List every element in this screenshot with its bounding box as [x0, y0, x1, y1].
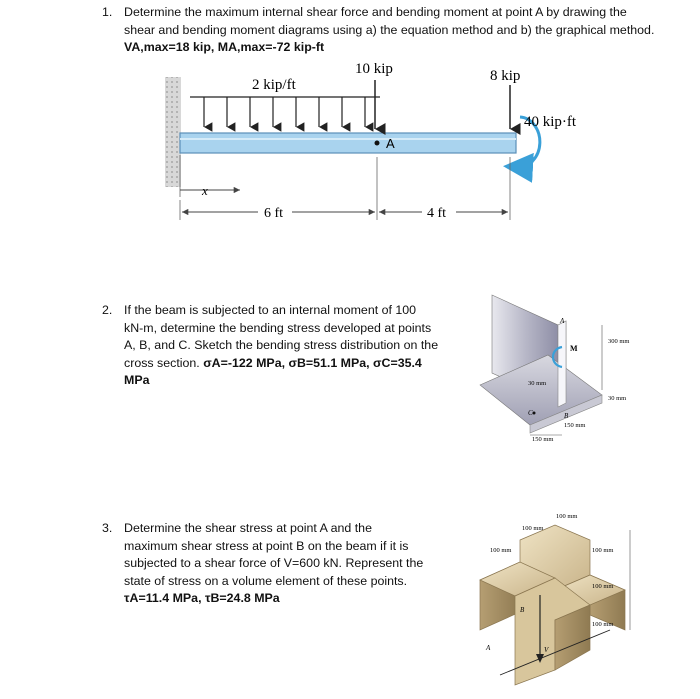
dim-right2-100mm: 100 mm — [592, 583, 614, 590]
problem1-line2: shear and bending moment diagrams using a) the equation method and b) the graphical method. — [124, 22, 655, 37]
dim-left-100mm: 100 mm — [490, 547, 512, 554]
problem3-answer: τA=11.4 MPa, τB=24.8 MPa — [124, 591, 280, 605]
problem1-number: 1. — [102, 5, 113, 19]
t-beam-point-a: A — [560, 317, 565, 325]
problem2-line3: A, B, and C. Sketch the bending stress distribution on the — [124, 338, 439, 352]
beam-figure — [160, 55, 580, 235]
point-load-10kip-label: 10 kip — [355, 61, 393, 77]
problem1-answer: VA,max=18 kip, MA,max=-72 kip-ft — [124, 40, 325, 54]
t-beam-point-b: B — [564, 412, 569, 420]
problem3-text — [102, 520, 440, 608]
problem3-line3: subjected to a shear force of V=600 kN. Represent the — [124, 556, 424, 570]
dimension-6ft-label: 6 ft — [264, 206, 284, 221]
dim-300mm: 300 mm — [608, 338, 630, 345]
problem2-answer: σA=-122 MPa, σB=51.1 MPa, σC=35.4 MPa — [124, 355, 422, 387]
dim-150mm-b: 150 mm — [532, 436, 554, 443]
dim-right3-100mm: 100 mm — [592, 621, 614, 628]
point-load-8kip-label: 8 kip — [490, 68, 521, 84]
problem3-number: 3. — [102, 521, 113, 535]
problem2-number: 2. — [102, 303, 113, 317]
problem2-line4: cross section. — [124, 355, 200, 370]
problem2-line2: kN-m, determine the bending stress developed at points — [124, 320, 432, 335]
problem3-line1: Determine the shear stress at point A and the — [124, 521, 372, 535]
cross-beam-figure — [460, 500, 660, 695]
x-label: x — [202, 183, 208, 198]
problem1-text — [102, 4, 654, 57]
problem3-line2: maximum shear stress at point B on the beam if it is — [124, 538, 409, 553]
t-beam-figure — [470, 285, 660, 450]
problem3-line4: state of stress on a volume element of these points. — [124, 573, 408, 588]
moment-label: 40 kip·ft — [524, 114, 577, 130]
problem1-line1: Determine the maximum internal shear force and bending moment at point A by drawing the — [124, 5, 627, 19]
point-a-dot — [375, 141, 380, 146]
cross-beam-point-a: A — [486, 644, 491, 652]
t-beam-moment-label: M — [570, 344, 578, 353]
problem2-line1: If the beam is subjected to an internal moment of 100 — [124, 303, 417, 317]
dim-top-100mm: 100 mm — [556, 513, 578, 520]
distributed-load-arrows — [204, 97, 365, 127]
shear-label: V — [544, 646, 549, 654]
beam — [180, 133, 516, 153]
dim-30mm-flange: 30 mm — [608, 395, 627, 402]
dim-right1-100mm: 100 mm — [592, 547, 614, 554]
dim-30mm-web: 30 mm — [528, 380, 547, 387]
cross-beam-point-b: B — [520, 606, 525, 614]
dim-top2-100mm: 100 mm — [522, 525, 544, 532]
distributed-load-label: 2 kip/ft — [252, 77, 296, 93]
problem2-text — [102, 302, 442, 390]
t-beam-point-c: C — [528, 409, 533, 417]
point-a-label: A — [386, 136, 395, 151]
dimension-4ft-label: 4 ft — [427, 206, 447, 221]
wall-support — [165, 77, 181, 187]
dim-150mm-a: 150 mm — [564, 422, 586, 429]
